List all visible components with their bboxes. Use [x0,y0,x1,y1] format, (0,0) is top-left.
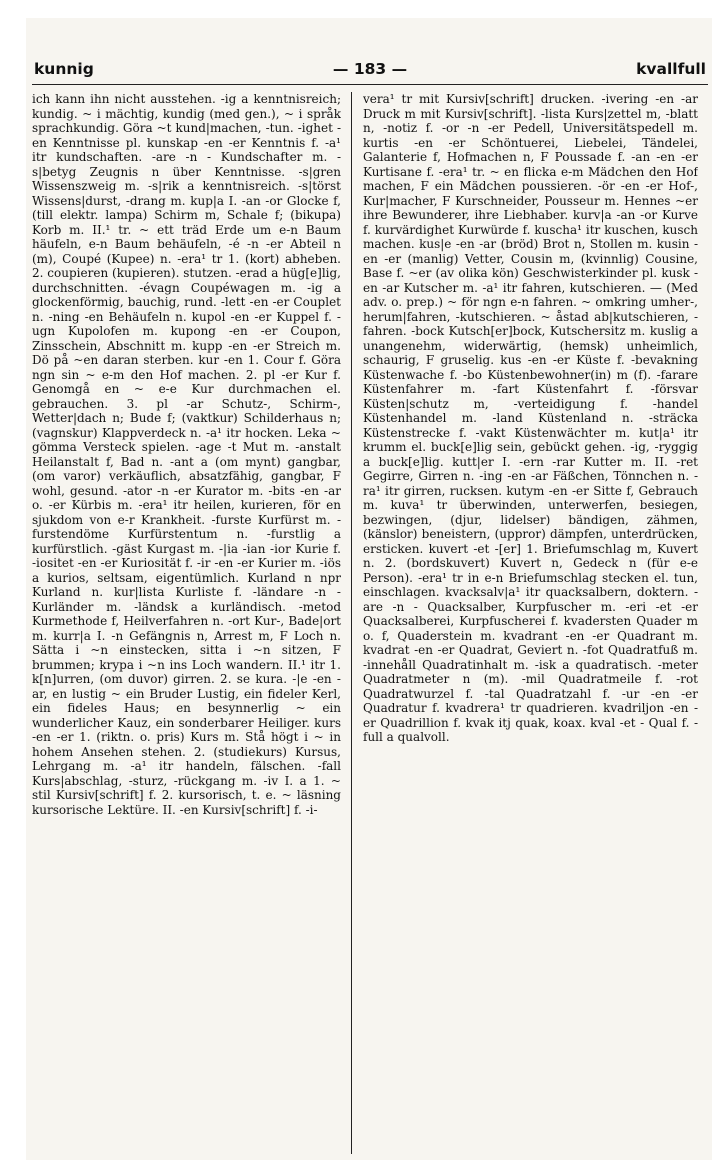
left-column-text: ich kann ihn nicht ausstehen. -ig a kenntnisreich; kundig. ~ i mächtig, kundig (med gen.), ~ i språk sprachkundig. Göra ~t kund|machen, -tun. -ighet -en Kenntnisse pl. kunskap -en -er Kenntnis f. -a¹ itr kundschaften. -are -n - Kundschafter m. -s|betyg Zeugnis n über Kenntnisse. -s|gren Wissenszweig m. -s|rik a kenntnisreich. -s|törst Wissens|durst, -drang m. kup|a I. -an -or Glocke f, (till elektr. lampa) Schirm m, Schale f; (bikupa) Korb m. II.¹ tr. ~ ett träd Erde um e-n Baum häufeln, e-n Baum behäufeln, -é -n -er Abteil n (m), Coupé (Kupee) n. -era¹ tr 1. (kort) abheben. 2. coupieren (kupieren). stutzen. -erad a hüg[e]lig, durchschnitten. -évagn Coupéwagen m. -ig a glockenförmig, bauchig, rund. -lett -en -er Couplet n. -ning -en Behäufeln n. kupol -en -er Kuppel f. -ugn Kupolofen m. kupong -en -er Coupon, Zinsschein, Abschnitt m. kupp -en -er Streich m. Dö på ~en daran sterben. kur -en 1. Cour f. Göra ngn sin ~ e-m den Hof machen. 2. pl -er Kur f. Genomgå en ~ e-e Kur durchmachen el. gebrauchen. 3. pl -ar Schutz-, Schirm-, Wetter|dach n; Bude f; (vaktkur) Schilderhaus n; (vagnskur) Klappverdeck n. -a¹ itr hocken. Leka ~ gömma Versteck spielen. -age -t Mut m. -anstalt Heilanstalt f, Bad n. -ant a (om mynt) gangbar, (om varor) verkäuflich, absatzfähig, gangbar, F wohl, gesund. -ator -n -er Kurator m. -bits -en -ar o. -er Kürbis m. -era¹ itr heilen, kurieren, för en sjukdom von e-r Krankheit. -furste Kurfürst m. -furstendöme Kurfürstentum n. -furstlig a kurfürstlich. -gäst Kurgast m. -|ia -ian -ior Kurie f. -iositet -en -er Kuriosität f. -ir -en -er Kurier m. -iös a kurios, seltsam, eigentümlich. Kurland n npr Kurland n. kur|lista Kurliste f. -ländare -n - Kurländer m. -ländsk a kurländisch. -metod Kurmethode f, Heilverfahren n. -ort Kur-, Bade|ort m. kurr|a I. -n Gefängnis n, Arrest m, F Loch n. Sätta i ~n einstecken, sitta i ~n sitzen, F brummen; krypa i ~n ins Loch wandern. II.¹ itr 1. k[n]urren, (om duvor) girren. 2. se kura. -|e -en -ar, en lustig ~ ein Bruder Lustig, ein fideler Kerl, ein fideles Haus; en besynnerlig ~ ein wunderlicher Kauz, ein sonderbarer Heiliger. kurs -en -er 1. (riktn. o. pris) Kurs m. Stå högt i ~ in hohem Ansehen stehen. 2. (studiekurs) Kursus, Lehrgang m. -a¹ itr handeln, fälschen. -fall Kurs|abschlag, -sturz, -rückgang m. -iv I. a 1. ~ stil Kursiv[schrift] f. 2. kursorisch, t. e. ~ läsning kursorische Lektüre. II. -en Kursiv[schrift] f. -i- [32,92,341,817]
header-left-guideword: kunnig [34,60,94,78]
page-header [34,60,706,82]
right-column [363,92,698,1154]
right-column-text: vera¹ tr mit Kursiv[schrift] drucken. -ivering -en -ar Druck m mit Kursiv[schrift]. -lista Kurs|zettel m, -blatt n, -notiz f. -or -n -er Pedell, Universitätspedell m. kurtis -en -er Schöntuerei, Liebelei, Tändelei, Galanterie f, Hofmachen n, F Poussade f. -an -en -er Kurtisane f. -era¹ tr. ~ en flicka e-m Mädchen den Hof machen, F ein Mädchen poussieren. -ör -en -er Hof-, Kur|macher, F Kurschneider, Pousseur m. Hennes ~er ihre Bewunderer, ihre Liebhaber. kurv|a -an -or Kurve f. kurvärdighet Kurwürde f. kuscha¹ itr kuschen, kusch machen. kus|e -en -ar (bröd) Brot n, Stollen m. kusin -en -er (manlig) Vetter, Cousin m, (kvinnlig) Cousine, Base f. ~er (av olika kön) Geschwisterkinder pl. kusk -en -ar Kutscher m. -a¹ itr fahren, kutschieren. — (Med adv. o. prep.) ~ för ngn e-n fahren. ~ omkring umher-, herum|fahren, -kutschieren. ~ åstad ab|kutschieren, -fahren. -bock Kutsch[er]bock, Kutschersitz m. kuslig a unangenehm, widerwärtig, (hemsk) unheimlich, schaurig, F gruselig. kus -en -er Küste f. -bevakning Küstenwache f. -bo Küstenbewohner(in) m (f). -farare Küstenfahrer m. -fart Küstenfahrt f. -försvar Küsten|schutz m, -verteidigung f. -handel Küstenhandel m. -land Küstenland n. -sträcka Küstenstrecke f. -vakt Küstenwächter m. kut|a¹ itr krumm el. buck[e]lig sein, gebückt gehen. -ig, -ryggig a buck[e]lig. kutt|er I. -ern -rar Kutter m. II. -ret Gegirre, Girren n. -ing -en -ar Fäßchen, Tönnchen n. -ra¹ itr girren, rucksen. kutym -en -er Sitte f, Gebrauch m. kuva¹ tr überwinden, unterwerfen, besiegen, bezwingen, (djur, lidelser) bändigen, zähmen, (känslor) beneistern, (uppror) dämpfen, unterdrücken, ersticken. kuvert -et -[er] 1. Briefumschlag m, Kuvert n. 2. (bordskuvert) Kuvert n, Gedeck n (für e-e Person). -era¹ tr in e-n Briefumschlag stecken el. tun, einschlagen. kvacksalv|a¹ itr quacksalbern, doktern. -are -n - Quacksalber, Kurpfuscher m. -eri -et -er Quacksalberei, Kurpfuscherei f. kvadersten Quader m o. f, Quaderstein m. kvadrant -en -er Quadrant m. kvadrat -en -er Quadrat, Geviert n. -fot Quadratfuß m. -innehåll Quadratinhalt m. -isk a quadratisch. -meter Quadratmeter n (m). -mil Quadratmeile f. -rot Quadratwurzel f. -tal Quadratzahl f. -ur -en -er Quadratur f. kvadrera¹ tr quadrieren. kvadriljon -en -er Quadrillion f. kvak itj quak, koax. kval -et - Qual f. -full a qualvoll. [363,92,698,744]
header-right-guideword: kvallfull [636,60,706,78]
dictionary-page [26,18,712,1160]
page-number: — 183 — [332,60,408,78]
left-column [32,92,341,1154]
header-rule [32,84,708,85]
column-divider [351,92,352,1154]
